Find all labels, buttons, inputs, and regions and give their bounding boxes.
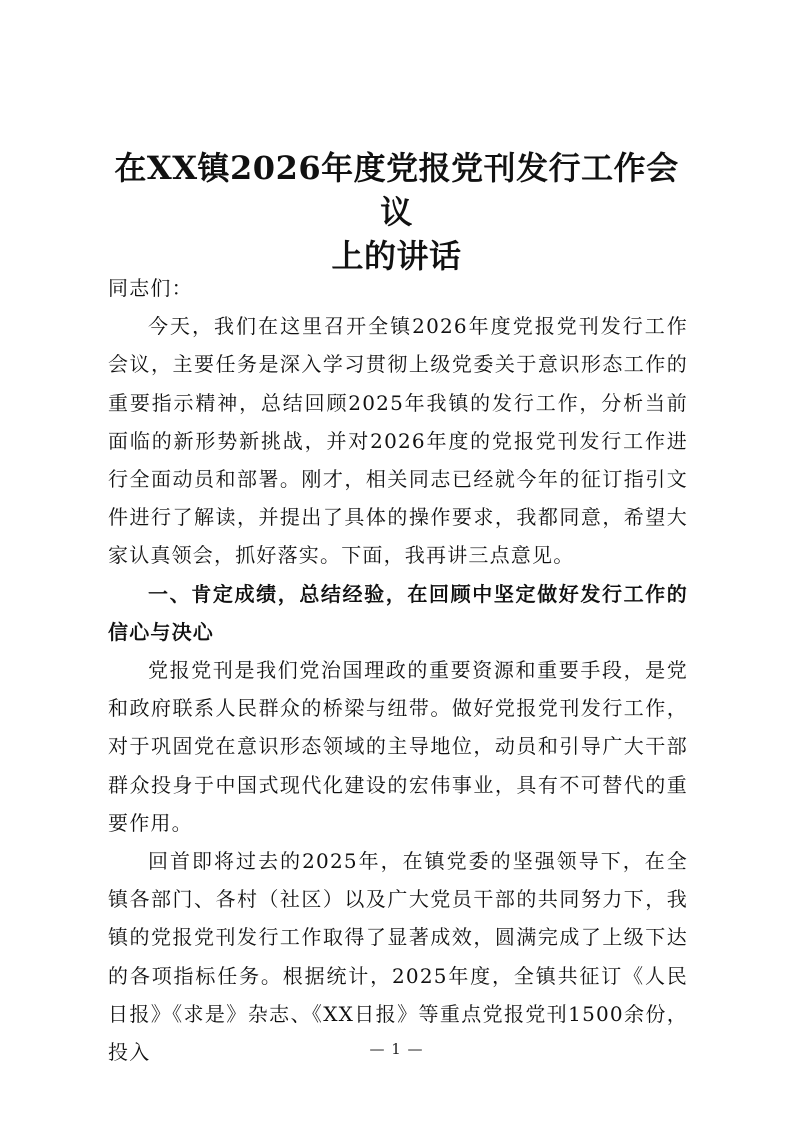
document-body (108, 269, 688, 1071)
section-heading-1: 一、肯定成绩，总结经验，在回顾中坚定做好发行工作的信心与决心 (108, 581, 688, 644)
title-line-1: 在XX镇2026年度党报党刊发行工作会议 (114, 149, 679, 231)
paragraph-body: 回首即将过去的2025年，在镇党委的坚强领导下，在全镇各部门、各村（社区）以及广大党员干部的共同努力下，我镇的党报党刊发行工作取得了显著成效，圆满完成了上级下达的各项指标任务。根据统计，2025年度，全镇共征订《人民日报》《求是》杂志、《XX日报》等重点党报党刊1500余份，投入 (108, 849, 688, 1065)
page-title (100, 146, 693, 278)
title-line-2: 上的讲话 (331, 237, 462, 275)
salutation: 同志们： (108, 276, 193, 300)
page-number: — 1 — (369, 1040, 424, 1058)
paragraph-intro: 今天，我们在这里召开全镇2026年度党报党刊发行工作会议，主要任务是深入学习贯彻上级党委关于意识形态工作的重要指示精神，总结回顾2025年我镇的发行工作，分析当前面临的新形势新挑战，并对2026年度的党报党刊发行工作进行全面动员和部署。刚才，相关同志已经就今年的征订指引文件进行了解读，并提出了具体的操作要求，我都同意，希望大家认真领会，抓好落实。下面，我再讲三点意见。 (108, 314, 688, 568)
paragraph-body: 党报党刊是我们党治国理政的重要资源和重要手段，是党和政府联系人民群众的桥梁与纽带。做好党报党刊发行工作，对于巩固党在意识形态领域的主导地位，动员和引导广大干部群众投身于中国式现代化建设的宏伟事业，具有不可替代的重要作用。 (108, 658, 688, 835)
